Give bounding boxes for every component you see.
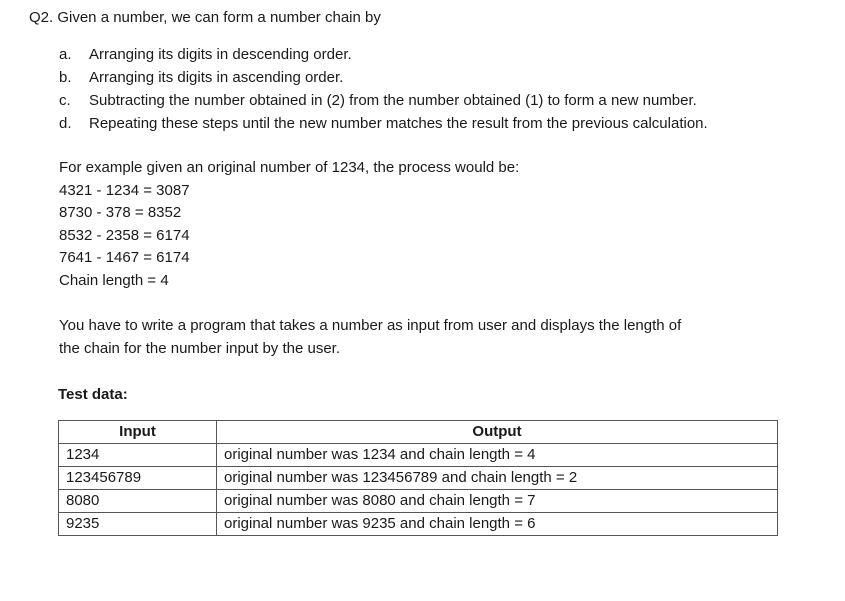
column-header-input: Input <box>59 421 217 444</box>
step-letter: d. <box>59 115 72 132</box>
table-row <box>59 467 778 490</box>
output-cell: original number was 8080 and chain length = 7 <box>217 490 778 513</box>
table-row <box>59 513 778 536</box>
example-line: 8532 - 2358 = 6174 <box>59 227 190 244</box>
table-row <box>59 444 778 467</box>
step-text: Arranging its digits in descending order. <box>89 46 352 63</box>
input-cell: 8080 <box>59 490 217 513</box>
step-text: Arranging its digits in ascending order. <box>89 69 344 86</box>
input-cell: 123456789 <box>59 467 217 490</box>
example-line: 7641 - 1467 = 6174 <box>59 249 190 266</box>
task-text-line-2: the chain for the number input by the user. <box>59 340 341 357</box>
step-text: Repeating these steps until the new number matches the result from the previous calculation. <box>89 115 708 132</box>
step-letter: a. <box>59 46 72 63</box>
table-header-row <box>59 421 778 444</box>
table-row <box>59 490 778 513</box>
example-line: 8730 - 378 = 8352 <box>59 204 182 221</box>
test-data-table <box>58 420 778 536</box>
output-cell: original number was 1234 and chain length = 4 <box>217 444 778 467</box>
example-line: 4321 - 1234 = 3087 <box>59 182 190 199</box>
column-header-output: Output <box>217 421 778 444</box>
input-cell: 9235 <box>59 513 217 536</box>
question-title: Q2. Given a number, we can form a number chain by <box>29 9 381 26</box>
step-letter: c. <box>59 92 71 109</box>
test-data-heading: Test data: <box>58 386 128 403</box>
input-cell: 1234 <box>59 444 217 467</box>
step-text: Subtracting the number obtained in (2) from the number obtained (1) to form a new number. <box>89 92 697 109</box>
task-text-line-1: You have to write a program that takes a number as input from user and displays the length of <box>59 317 682 334</box>
output-cell: original number was 9235 and chain length = 6 <box>217 513 778 536</box>
step-letter: b. <box>59 69 72 86</box>
output-cell: original number was 123456789 and chain length = 2 <box>217 467 778 490</box>
chain-length-line: Chain length = 4 <box>59 272 169 289</box>
example-intro: For example given an original number of 1234, the process would be: <box>59 159 520 176</box>
